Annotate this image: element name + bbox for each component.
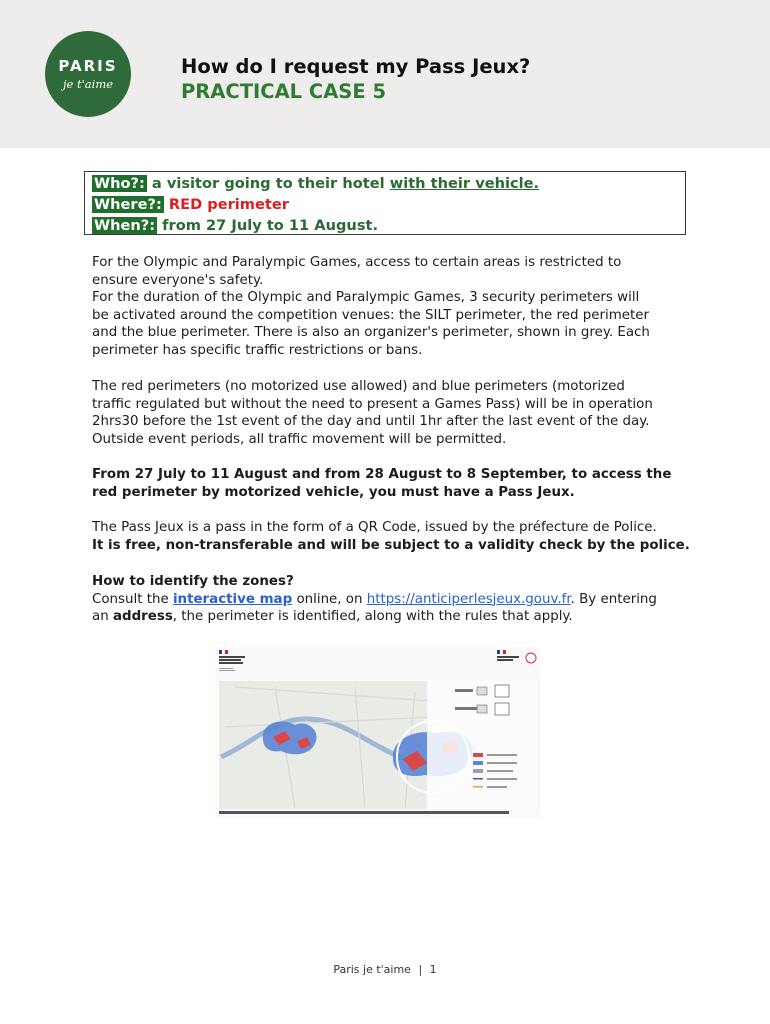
text-line: red perimeter by motorized vehicle, you must have a Pass Jeux.	[92, 484, 575, 500]
where-text: RED perimeter	[163, 196, 289, 213]
text-fragment: online, on	[292, 591, 367, 607]
paris-logo	[45, 31, 131, 117]
when-line	[92, 215, 378, 236]
text-line: Outside event periods, all traffic movement will be permitted.	[92, 431, 507, 447]
logo-wordmark: PARIS	[58, 57, 118, 75]
zones-paragraph	[92, 573, 678, 626]
map-illustration	[215, 647, 541, 819]
text-line: perimeter has specific traffic restrictions or bans.	[92, 342, 423, 358]
footer-brand: Paris je t'aime	[333, 963, 411, 976]
text-line: traffic regulated but without the need to present a Games Pass) will be in operation	[92, 396, 653, 412]
perimeter-map-image	[215, 647, 541, 819]
who-vehicle: with their vehicle.	[389, 175, 540, 192]
text-line: 2hrs30 before the 1st event of the day and until 1hr after the last event of the day.	[92, 414, 650, 430]
interactive-map-link[interactable]: interactive map	[172, 591, 293, 607]
text-fragment: an	[92, 609, 113, 625]
zones-heading: How to identify the zones?	[92, 574, 294, 589]
text-line	[92, 591, 678, 609]
when-label: When?:	[94, 217, 156, 234]
footer-separator: |	[418, 963, 423, 976]
anticiper-url-link[interactable]: https://anticiperlesjeux.gouv.fr	[366, 591, 571, 607]
text-fragment: . By entering	[570, 591, 657, 607]
who-label: Who?:	[94, 175, 145, 192]
text-line: The Pass Jeux is a pass in the form of a QR Code, issued by the préfecture de Police.	[92, 520, 657, 535]
page-title: How do I request my Pass Jeux?	[181, 55, 531, 78]
map-caption	[219, 811, 509, 814]
page-header	[0, 0, 770, 148]
where-line	[92, 194, 289, 215]
page-footer	[0, 963, 770, 976]
text-line: For the Olympic and Paralympic Games, access to certain areas is restricted to	[92, 255, 622, 270]
intro-paragraph	[92, 254, 678, 360]
logo-tagline: je t'aime	[62, 77, 114, 91]
case-summary-box	[84, 171, 686, 235]
operation-paragraph	[92, 378, 678, 448]
text-line: It is free, non-transferable and will be subject to a validity check by the police.	[92, 537, 690, 553]
text-line: be activated around the competition venues: the SILT perimeter, the red perimeter	[92, 307, 649, 323]
when-text: from 27 July to 11 August.	[157, 217, 379, 234]
text-fragment: Consult the	[92, 591, 173, 607]
who-text: a visitor going to their hotel	[146, 175, 390, 192]
text-line: ensure everyone's safety.	[92, 272, 264, 288]
page-subtitle: PRACTICAL CASE 5	[181, 80, 387, 103]
text-line: and the blue perimeter. There is also an organizer's perimeter, shown in grey. Each	[92, 325, 650, 341]
text-line	[92, 608, 678, 626]
pass-description-paragraph	[92, 519, 690, 554]
text-line: From 27 July to 11 August and from 28 August to 8 September, to access the	[92, 467, 672, 482]
text-fragment: , the perimeter is identified, along with the rules that apply.	[172, 609, 573, 625]
text-line: For the duration of the Olympic and Paralympic Games, 3 security perimeters will	[92, 290, 640, 306]
who-line	[92, 173, 539, 194]
pass-rule-paragraph	[92, 466, 678, 501]
text-line: The red perimeters (no motorized use allowed) and blue perimeters (motorized	[92, 379, 625, 394]
page-number: 1	[429, 963, 437, 976]
address-keyword: address	[112, 609, 173, 625]
where-label: Where?:	[94, 196, 162, 213]
